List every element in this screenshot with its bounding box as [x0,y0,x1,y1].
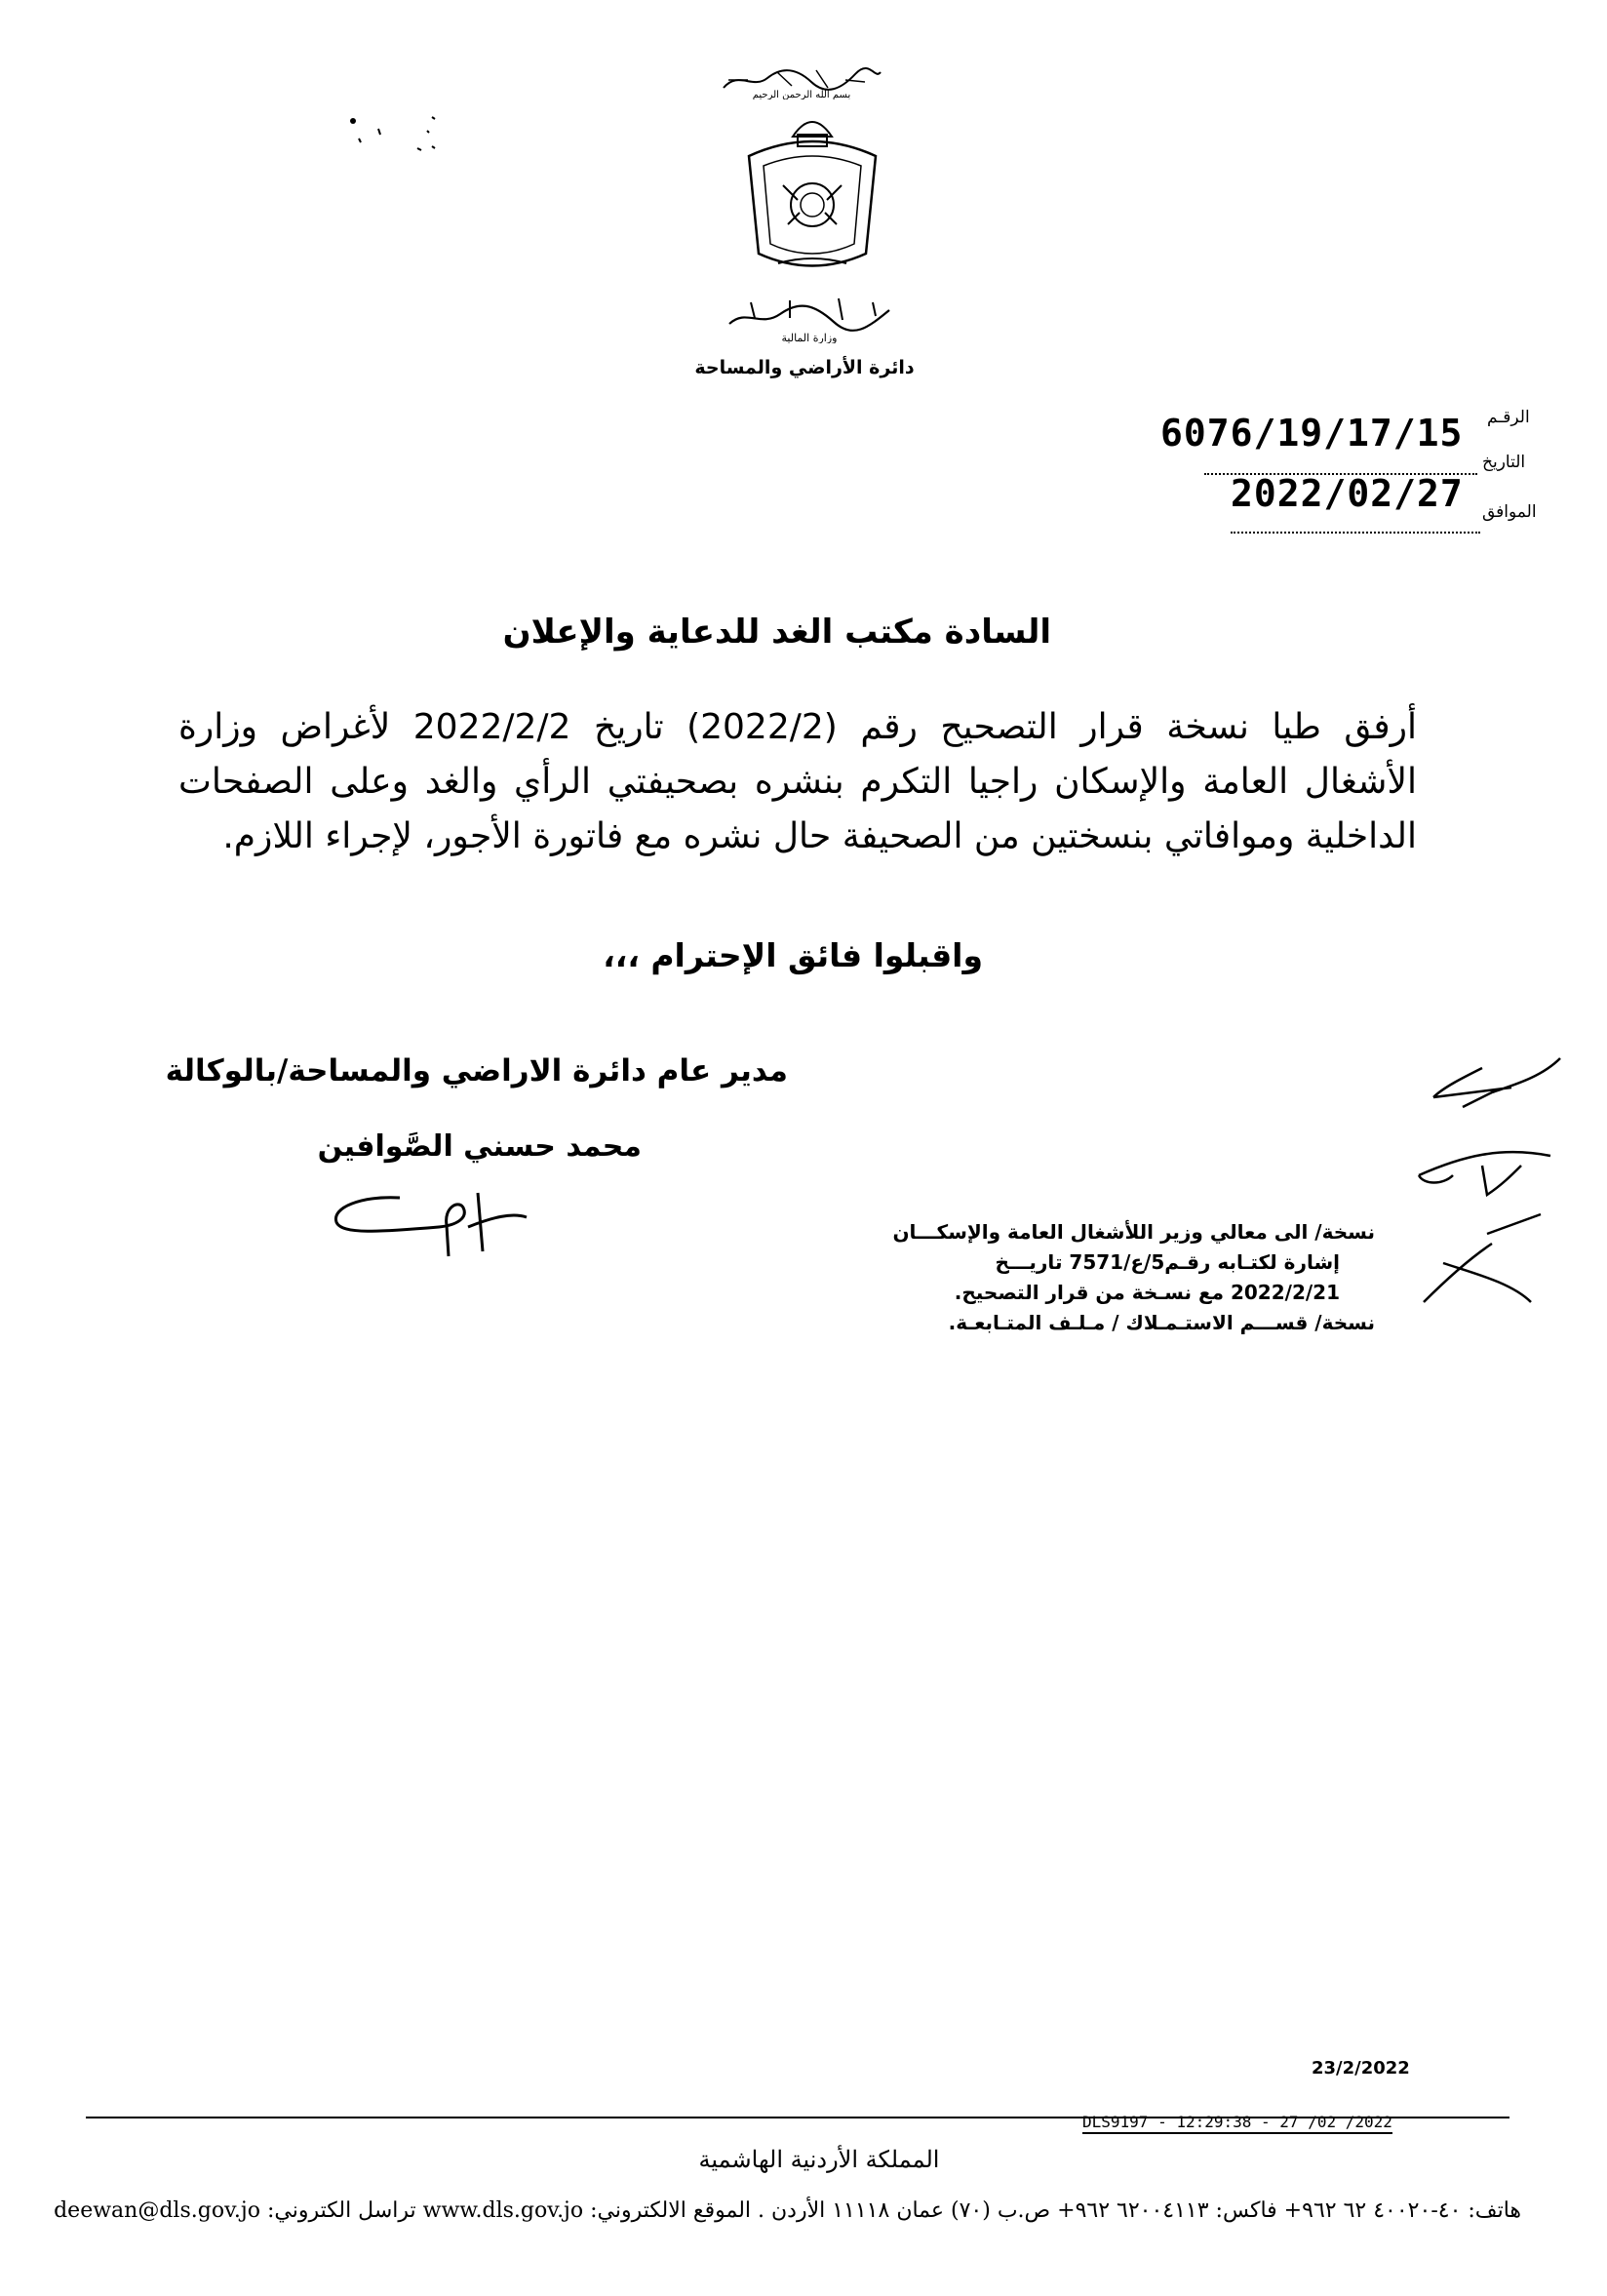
handwritten-signature [322,1178,536,1266]
date-label: التاريخ [1482,453,1526,472]
closing-phrase: واقبلوا فائق الإحترام ،،، [603,936,983,974]
handwritten-initials [1404,1039,1589,1322]
copies-block [892,1217,1375,1338]
signatory-title: مدير عام دائرة الاراضي والمساحة/بالوكالة [165,1053,788,1089]
royal-crest-icon [739,107,885,278]
ministry-calligraphy [722,289,897,343]
reference-date: 2022/02/27 [1231,472,1464,515]
copy-line: إشارة لكتـابه رقـم5/ع/7571 تاريـــخ [995,1250,1340,1274]
signatory-name: محمد حسني الصَّوافين [317,1129,642,1164]
kingdom-name: المملكة الأردنية الهاشمية [698,2146,940,2173]
svg-text:وزارة المالية: وزارة المالية [781,332,838,343]
letter-body: أرفق طيا نسخة قرار التصحيح رقم (2022/2) تاريخ 2022/2/2 لأغراض وزارة الأشغال العامة والإسكان راجيا التكرم بنشره بصحيفتي الرأي والغد وعلى الصفحات الداخلية وموافاتي بنسختين من الصحيفة حال نشره مع فاتورة الأجور، لإجراء اللازم. [178,707,1417,856]
svg-text:بسم الله الرحمن الرحيم: بسم الله الرحمن الرحيم [752,90,851,99]
reference-number-label: الرقـم [1487,408,1530,427]
print-date: 23/2/2022 [1312,2058,1410,2078]
copy-line: 2022/2/21 مع نسـخة من قرار التصحيح. [954,1281,1340,1304]
department-name: دائرة الأراضي والمساحة [694,357,915,378]
copy-line: نسخة/ قســـم الاستـمـلاك / مـلـف المتـابعـة. [948,1311,1375,1334]
reference-number: 6076/19/17/15 [1160,412,1464,455]
scan-marks [339,109,456,168]
corresponding-label: الموافق [1482,502,1537,522]
footer-contact: هاتف: ٤٠-٤٠٠٢٠ ٦٢ ٩٦٢+ فاكس: ٦٢٠٠٤١١٣ ٩٦٢+ ص.ب (٧٠) عمان ١١١١٨ الأردن . الموقع الالكتروني: www.dls.gov.jo تراسل الكتروني: deewan@dls.gov.jo [54,2198,1521,2223]
copy-line: نسخة/ الى معالي وزير اللأشغال العامة والإسكـــان [892,1220,1375,1244]
basmala-calligraphy [719,60,884,99]
document-code: DLS9197 - 12:29:38 - 27 /02 /2022 [1082,2113,1392,2134]
dotted-line [1231,532,1480,534]
addressee: السادة مكتب الغد للدعاية والإعلان [502,613,1051,652]
